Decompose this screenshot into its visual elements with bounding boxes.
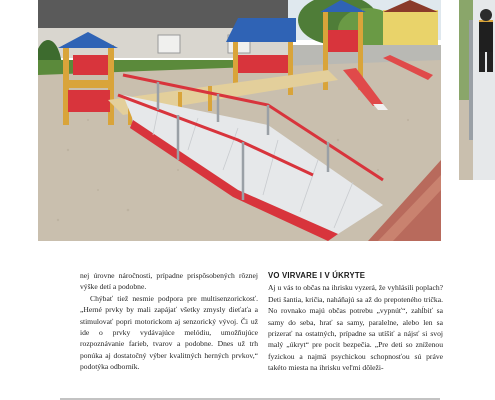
- playground-photo: [38, 0, 441, 241]
- paragraph: nej úrovne náročnosti, prípadne prispôsobených rôznej výške detí a podobne.: [80, 271, 258, 292]
- paragraph: Chýbať tiež nesmie podpora pre multisenzorickosť. „Herné prvky by mali zapájať všetky zmysly dieťaťa a stimulovať popri motorickom aj senzorický vývoj. Či už ide o prvky vydávajúce melódiu, umožňujúce rozpoznávanie farieb, tvarov a podobne. Dnes už trh ponúka aj dostatočný výber kvalitných herných prvkov,“ podotýka odborník.: [80, 293, 258, 372]
- article-left-column: [80, 270, 258, 373]
- section-heading: VO VIRVARE I V ÚKRYTE: [268, 271, 366, 280]
- paragraph: Aj u vás to občas na ihrisku vyzerá, že vyhlásili poplach? Deti šantia, kričia, naháňajú sa až do prepoteného trička. No rovnako majú občas potrebu „vypnúť“, zahĺbiť sa samy do seba, hrať sa samy, paralelne, alebo len sa prizerať na ostatných, prípadne sa utíšiť a nájsť si svoj malý „úkryt“ pre pocit bezpečia. „Pre deti so zníženou fyzickou a najmä psychickou schopnosťou sú práve takéto miesta na ihrisku veľmi dôleži-: [268, 283, 443, 373]
- side-photo: [459, 0, 495, 180]
- article-right-column: [268, 270, 443, 374]
